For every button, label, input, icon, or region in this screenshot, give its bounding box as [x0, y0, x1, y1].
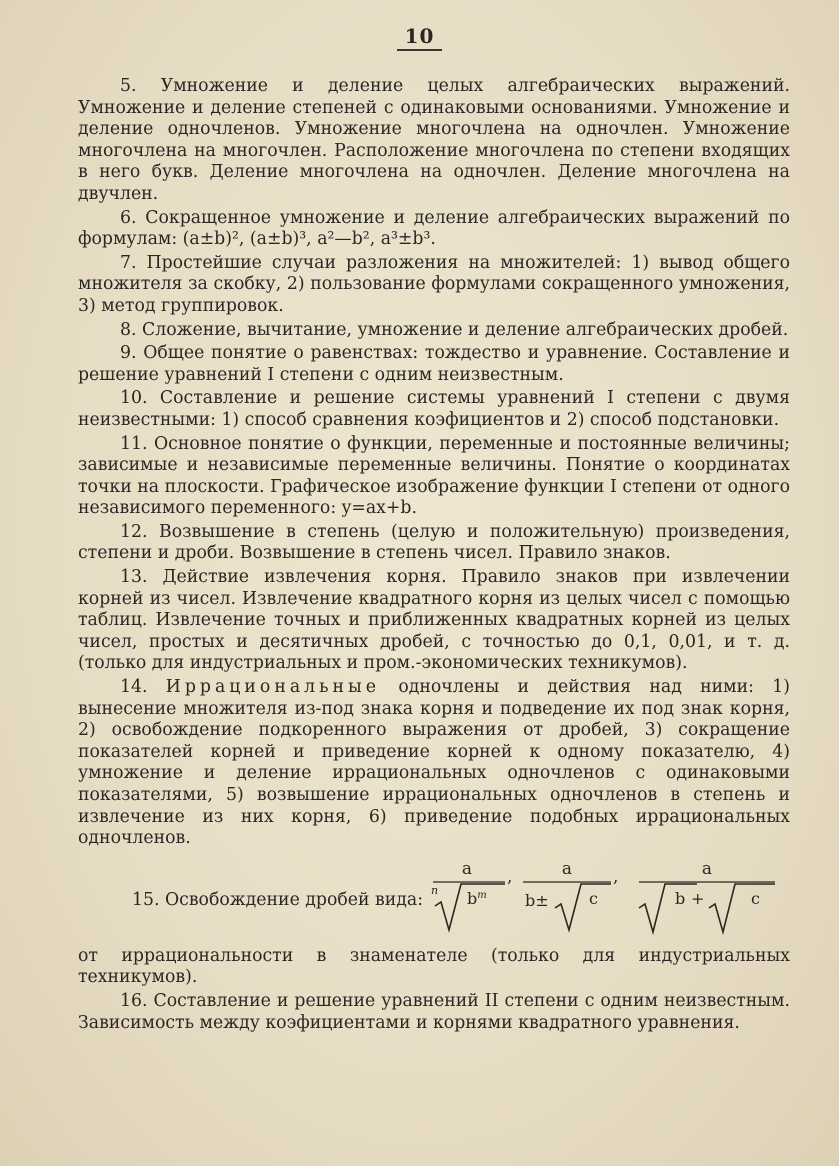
- item-number: 13.: [120, 567, 148, 588]
- fraction-1: [431, 860, 512, 930]
- svg-text:b±: b±: [525, 890, 549, 910]
- item-number: 15.: [132, 890, 160, 911]
- item-number: 6.: [120, 207, 137, 228]
- item-text: Простейшие случаи разложения на множителей: 1) вывод общего множителя за скобку, 2) пользование формулами сокращенного умножения, 3) метод группировок.: [78, 252, 790, 316]
- item-text: Составление и решение системы уравнений I степени с двумя неизвестными: 1) способ сравнения коэфициентов и 2) способ подстановки.: [78, 388, 790, 430]
- item-text: Возвышение в степень (целую и положительную) произведения, степени и дроби. Возвышение в степень чисел. Правило знаков.: [78, 521, 790, 564]
- item-number: 8.: [120, 319, 137, 340]
- list-item-15-continuation: от иррациональности в знаменателе (только для индустриальных техникумов).: [78, 945, 790, 988]
- item-number: 9.: [120, 343, 137, 364]
- list-item-14: [78, 677, 790, 850]
- list-item-15: [78, 860, 790, 940]
- item-text: одночлены и действия над ними: 1) вынесение множителя из-под знака корня и подведение их под знак корня, 2) освобождение подкоренного выражения от дробей, 3) сокращение показателей корней и приведение корней к одному показателю, 4) умножение и деление иррациональных одночленов с одинаковыми показателями, 5) возвышение иррациональных одночленов в степень и извлечение из них корня, 6) приведение подобных иррациональных одночленов.: [78, 677, 790, 849]
- item-text: Общее понятие о равенствах: тождество и уравнение. Составление и решение уравнений I степени с одним неизвестным.: [78, 343, 790, 385]
- item-number: 11.: [120, 433, 148, 454]
- item-lead: [78, 890, 423, 940]
- item-text: Сокращенное умножение и деление алгебраических выражений по формулам:: [78, 207, 790, 250]
- formula: a³±b³.: [380, 229, 436, 250]
- list-item-11: [78, 434, 790, 520]
- list-item-8: [78, 320, 790, 342]
- spaced-word: Иррациональные: [165, 677, 381, 698]
- list-item-9: [78, 343, 790, 386]
- svg-text:a: a: [461, 859, 473, 879]
- formula: a²—b²,: [317, 229, 376, 250]
- svg-text:n: n: [431, 883, 439, 897]
- item-text: Основное понятие о функции, переменные и постоянные величины; зависимые и независимые переменные величины. Понятие о координатах точки на плоскости. Графическое изображение функции I степени от одного независимого переменного: y=ax+b.: [78, 433, 790, 519]
- item-text: Составление и решение уравнений II степени с одним неизвестным. Зависимость между коэфициентами и корнями квадратного уравнения.: [78, 990, 790, 1033]
- list-item-16: [78, 991, 790, 1034]
- list-item-13: [78, 567, 790, 675]
- svg-text:b: b: [675, 888, 686, 908]
- svg-text:bm: $b^m$: [467, 888, 487, 908]
- item-number: 12.: [120, 521, 148, 542]
- svg-text:,: ,: [507, 866, 513, 887]
- item-number: 5.: [120, 76, 137, 96]
- svg-text:c: c: [751, 888, 761, 908]
- syllabus-list: [78, 76, 790, 1036]
- item-text: Действие извлечения корня. Правило знаков при извлечении корней из чисел. Извлечение квадратного корня из целых чисел с помощью таблиц. Извлечение точных и приближенных квадратных корней из целых чисел, простых и десятичных дробей, с точностью до 0,1, 0,01, и т. д. (только для индустриальных и пром.-экономических техникумов).: [78, 567, 791, 674]
- item-text: Освобождение дробей вида:: [164, 890, 424, 911]
- radical-fractions: [431, 860, 781, 940]
- fraction-2: [523, 860, 618, 930]
- page-number: 10: [0, 24, 839, 51]
- formula: (a±b)²,: [182, 229, 245, 250]
- list-item-7: [78, 253, 790, 318]
- item-number: 14.: [120, 677, 148, 698]
- svg-text:a: a: [701, 859, 713, 879]
- fraction-3: [639, 860, 775, 932]
- svg-text:+: +: [691, 888, 705, 908]
- list-item-12: [78, 522, 790, 565]
- item-number: 10.: [120, 388, 148, 409]
- formula: (a±b)³,: [249, 229, 312, 250]
- item-number: 7.: [120, 252, 137, 273]
- list-item-5: [78, 76, 790, 206]
- svg-text:c: c: [589, 888, 599, 908]
- list-item-10: [78, 388, 790, 431]
- list-item-6: [78, 208, 790, 251]
- item-text: Умножение и деление целых алгебраических выражений. Умножение и деление степеней с одинаковыми основаниями. Умножение и деление одночленов. Умножение многочлена на одночлен. Умножение многочлена на многочлен. Расположение многочлена по степени входящих в него букв. Деление многочлена на одночлен. Деление многочлена на двучлен.: [78, 76, 790, 204]
- svg-text:,: ,: [613, 866, 619, 887]
- item-text: Сложение, вычитание, умножение и деление алгебраических дробей.: [142, 319, 789, 340]
- svg-text:a: a: [561, 859, 573, 879]
- item-number: 16.: [120, 990, 148, 1011]
